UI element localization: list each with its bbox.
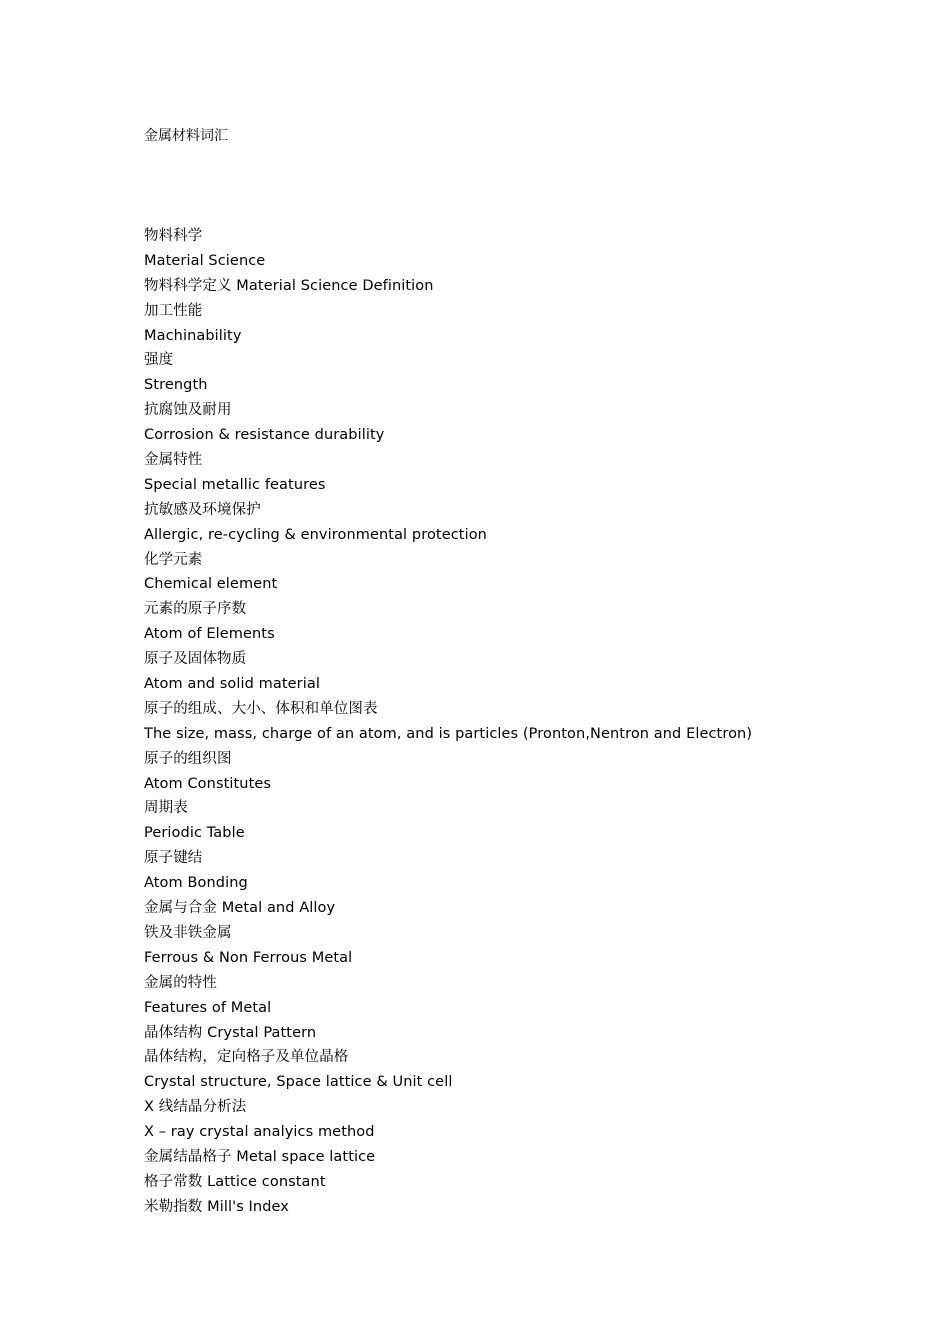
glossary-line: 晶体结构，定向格子及单位晶格 (144, 1049, 349, 1066)
glossary-line: 加工性能 (144, 302, 203, 319)
glossary-line: 金属特性 (144, 452, 203, 469)
glossary-line: Features of Metal (144, 999, 272, 1016)
glossary-line: 抗敏感及环境保护 (144, 501, 261, 518)
glossary-line: 原子的组成、大小、体积和单位图表 (144, 700, 378, 717)
glossary-line: Strength (144, 377, 208, 394)
glossary-line: Corrosion & resistance durability (144, 427, 385, 444)
glossary-line: 周期表 (144, 800, 188, 817)
glossary-line: 金属结晶格子 Metal space lattice (144, 1148, 376, 1165)
glossary-line: Chemical element (144, 576, 278, 593)
glossary-line: 金属与合金 Metal and Alloy (144, 900, 336, 917)
glossary-line: Machinability (144, 327, 242, 344)
glossary-line: X 线结晶分析法 (144, 1099, 247, 1116)
glossary-line: 强度 (144, 352, 174, 369)
glossary-line: 物料科学定义 Material Science Definition (144, 277, 434, 294)
glossary-list (144, 226, 752, 1222)
glossary-line: Allergic, re-cycling & environmental protection (144, 526, 487, 543)
glossary-line: 原子键结 (144, 850, 203, 867)
glossary-line: 元素的原子序数 (144, 601, 247, 618)
glossary-line: 物料科学 (144, 228, 203, 244)
glossary-line: Ferrous & Non Ferrous Metal (144, 949, 353, 966)
glossary-line: 化学元素 (144, 551, 203, 568)
glossary-line: Atom Constitutes (144, 775, 272, 792)
glossary-line: Atom of Elements (144, 626, 275, 643)
glossary-line: 原子及固体物质 (144, 651, 247, 668)
glossary-line: Atom and solid material (144, 676, 320, 693)
glossary-line: Atom Bonding (144, 875, 248, 892)
glossary-line: The size, mass, charge of an atom, and is particles (Pronton,Nentron and Electron) (144, 725, 753, 742)
glossary-line: 格子常数 Lattice constant (144, 1173, 326, 1190)
glossary-line: 晶体结构 Crystal Pattern (144, 1024, 317, 1041)
glossary-line: Periodic Table (144, 825, 245, 842)
glossary-line: 米勒指数 Mill's Index (144, 1198, 289, 1215)
glossary-line: 抗腐蚀及耐用 (144, 402, 232, 419)
glossary-line: 原子的组织图 (144, 750, 232, 767)
glossary-line: Special metallic features (144, 476, 326, 493)
glossary-line: 金属的特性 (144, 974, 217, 991)
glossary-line: Material Science (144, 252, 266, 269)
glossary-line: X – ray crystal analyics method (144, 1124, 375, 1141)
document-title: 金属材料词汇 (144, 128, 228, 144)
glossary-line: Crystal structure, Space lattice & Unit cell (144, 1074, 453, 1091)
glossary-line: 铁及非铁金属 (144, 924, 232, 941)
